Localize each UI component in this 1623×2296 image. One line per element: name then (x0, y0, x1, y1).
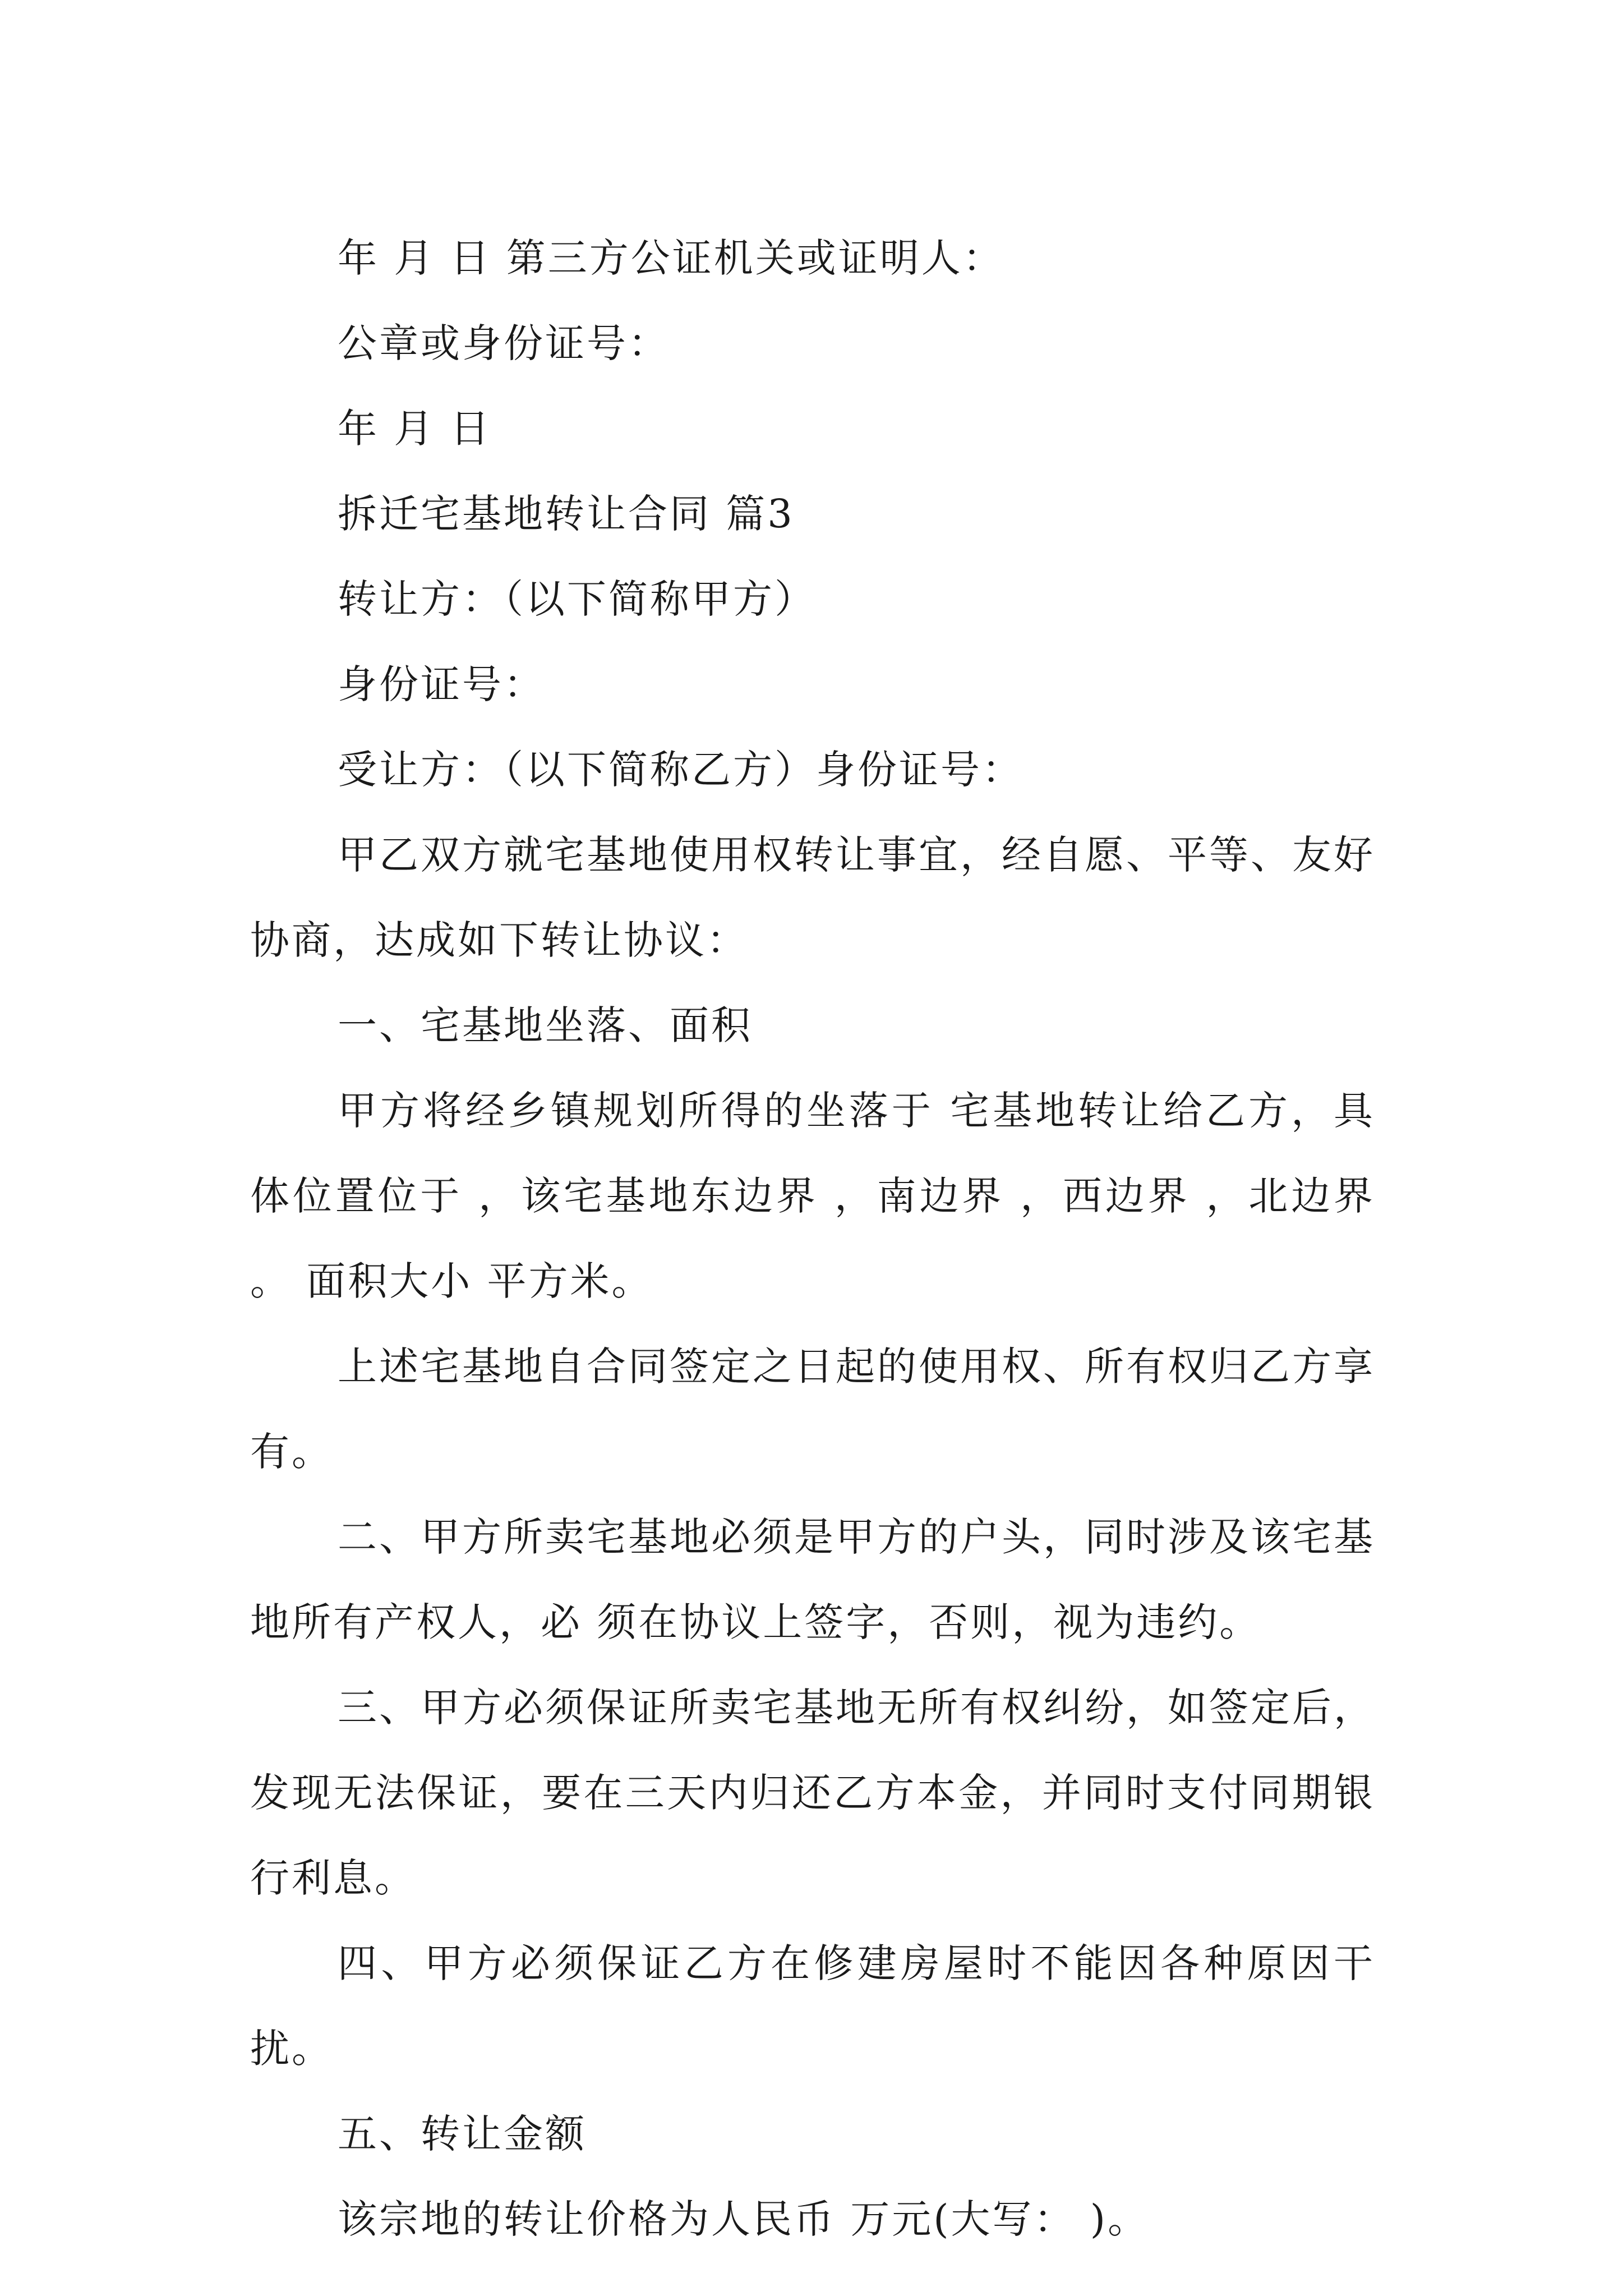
paragraph-clause-three: 三、甲方必须保证所卖宅基地无所有权纠纷，如签定后，发现无法保证，要在三天内归还乙方本金，并同时支付同期银行利息。 (250, 1685, 1375, 1901)
paragraph-clause-four: 四、甲方必须保证乙方在修建房屋时不能因各种原因干扰。 (250, 1940, 1375, 2072)
date-notary-line: 年 月 日 第三方公证机关或证明人： (338, 235, 1004, 281)
date-line: 年 月 日 (338, 406, 492, 452)
paragraph-rights-transfer: 上述宅基地自合同签定之日起的使用权、所有权归乙方享有。 (250, 1343, 1375, 1475)
section-heading-transfer-amount: 五、转让金额 (338, 2111, 587, 2157)
seal-id-line: 公章或身份证号： (338, 320, 670, 366)
document-body (250, 215, 1375, 2262)
paragraph-transfer-price: 该宗地的转让价格为人民币 万元(大写： )。 (338, 2196, 1150, 2242)
transferor-line: 转让方：（以下简称甲方） (338, 576, 816, 622)
contract-title: 拆迁宅基地转让合同 篇3 (338, 491, 795, 537)
paragraph-agreement-intro: 甲乙双方就宅基地使用权转让事宜，经自愿、平等、友好协商，达成如下转让协议： (250, 832, 1375, 963)
transferor-id-line: 身份证号： (338, 661, 545, 707)
section-heading-location-area: 一、宅基地坐落、面积 (338, 1002, 753, 1048)
transferee-line: 受让方：（以下简称乙方）身份证号： (338, 747, 1023, 793)
paragraph-location-details: 甲方将经乡镇规划所得的坐落于 宅基地转让给乙方，具体位置位于 ，该宅基地东边界 ，南边界 ，西边界 ，北边界 。 面积大小 平方米。 (250, 1088, 1375, 1304)
paragraph-clause-two: 二、甲方所卖宅基地必须是甲方的户头，同时涉及该宅基地所有产权人，必 须在协议上签字，否则，视为违约。 (250, 1514, 1375, 1645)
